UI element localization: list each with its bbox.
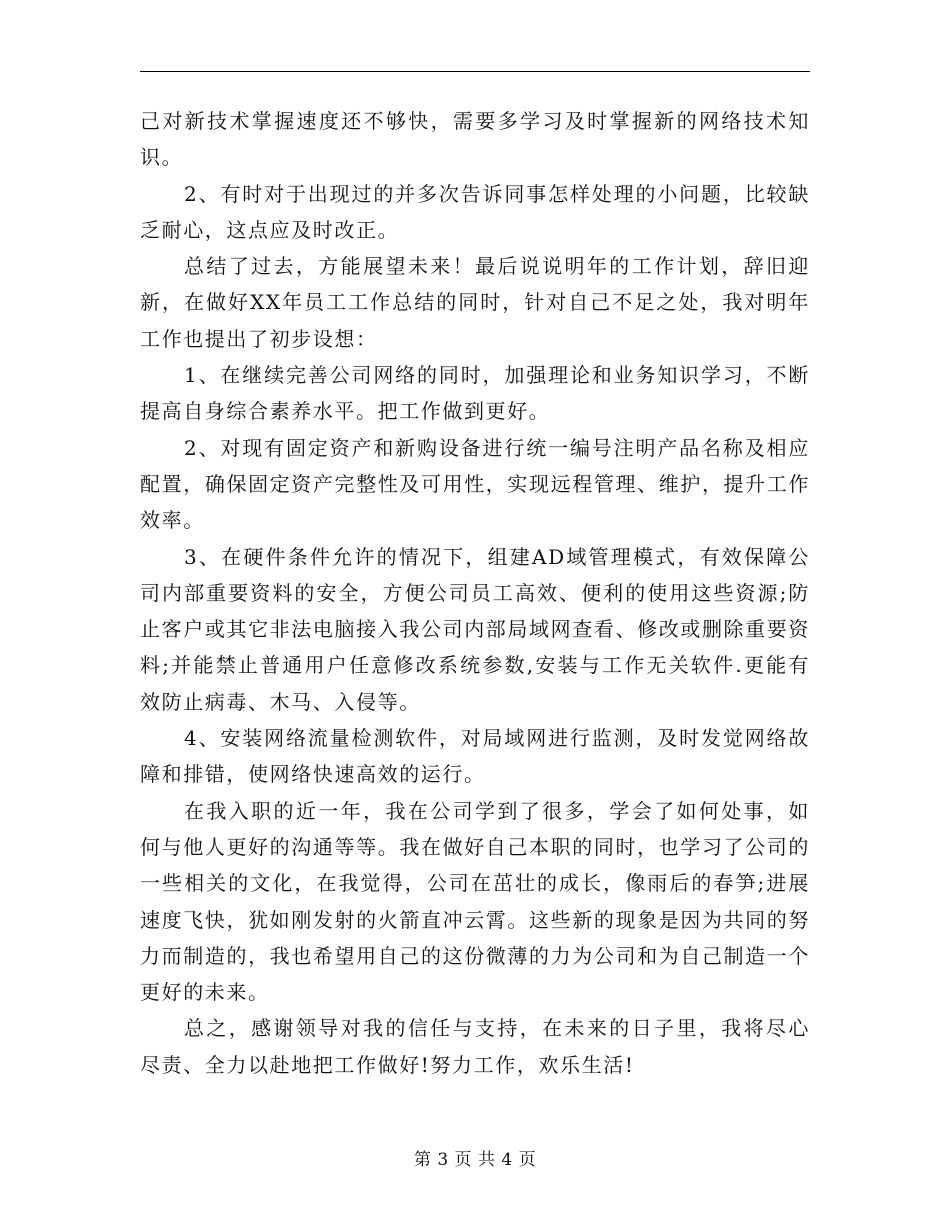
- page-number-footer: 第 3 页 共 4 页: [413, 1150, 537, 1170]
- paragraph-plan-4: 4、安装网络流量检测软件，对局域网进行监测，及时发觉网络故障和排错，使网络快速高效的运行。: [140, 726, 810, 787]
- paragraph-reflection: 在我入职的近一年，我在公司学到了很多，学会了如何处事，如何与他人更好的沟通等等。我在做好自己本职的同时，也学习了公司的一些相关的文化，在我觉得，公司在茁壮的成长，像雨后的春笋;进展速度飞快，犹如刚发射的火箭直冲云霄。这些新的现象是因为共同的努力而制造的，我也希望用自己的这份微薄的力为公司和为自己制造一个更好的未来。: [140, 798, 810, 1005]
- paragraph-conclusion: 总之，感谢领导对我的信任与支持，在未来的日子里，我将尽心尽责、全力以赴地把工作做好!努力工作，欢乐生活!: [140, 1016, 810, 1077]
- paragraph-continuation: 己对新技术掌握速度还不够快，需要多学习及时掌握新的网络技术知识。: [140, 109, 810, 170]
- paragraph-plan-3: 3、在硬件条件允许的情况下，组建AD域管理模式，有效保障公司内部重要资料的安全，方便公司员工高效、便利的使用这些资源;防止客户或其它非法电脑接入我公司内部局域网查看、修改或删除重要资料;并能禁止普通用户任意修改系统参数,安装与工作无关软件.更能有效防止病毒、木马、入侵等。: [140, 544, 810, 714]
- header-rule: [140, 71, 810, 72]
- document-body: [140, 103, 810, 1083]
- paragraph-plan-intro: 总结了过去，方能展望未来！最后说说明年的工作计划，辞旧迎新，在做好XX年员工工作总结的同时，针对自己不足之处，我对明年工作也提出了初步设想：: [140, 254, 810, 351]
- paragraph-plan-1: 1、在继续完善公司网络的同时，加强理论和业务知识学习，不断提高自身综合素养水平。把工作做到更好。: [140, 363, 810, 424]
- paragraph-plan-2: 2、对现有固定资产和新购设备进行统一编号注明产品名称及相应配置，确保固定资产完整性及可用性，实现远程管理、维护，提升工作效率。: [140, 435, 810, 533]
- paragraph-shortcoming-2: 2、有时对于出现过的并多次告诉同事怎样处理的小问题，比较缺乏耐心，这点应及时改正。: [140, 181, 810, 242]
